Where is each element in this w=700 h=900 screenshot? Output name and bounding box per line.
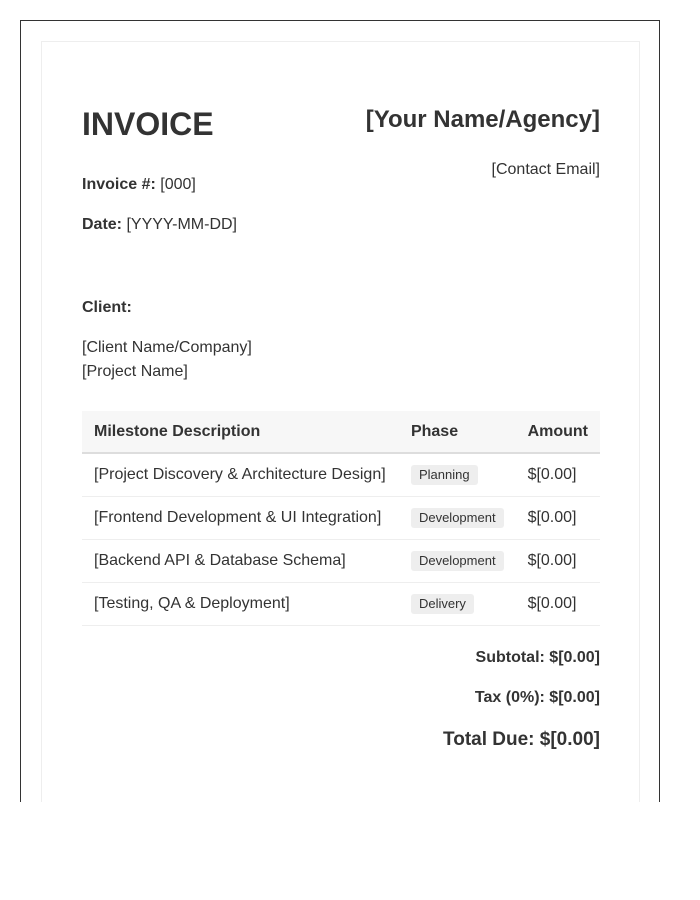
row-phase — [399, 453, 516, 497]
table-header-row — [82, 411, 600, 453]
header-description: Milestone Description — [82, 411, 399, 453]
invoice-number: [000] — [160, 176, 196, 193]
row-description: [Testing, QA & Deployment] — [82, 583, 399, 626]
tax: Tax (0%): $[0.00] — [474, 689, 600, 706]
invoice-title: INVOICE — [82, 106, 214, 142]
row-amount: $[0.00] — [516, 583, 600, 626]
row-description: [Backend API & Database Schema] — [82, 540, 399, 583]
total-due: Total Due: $[0.00] — [443, 729, 600, 750]
phase-badge: Planning — [411, 465, 478, 485]
row-description: [Frontend Development & UI Integration] — [82, 497, 399, 540]
totals-block — [443, 648, 600, 752]
phase-badge: Delivery — [411, 594, 474, 614]
table-row — [82, 583, 600, 626]
phase-badge: Development — [411, 508, 504, 528]
contact-email: [Contact Email] — [491, 161, 600, 178]
row-phase — [399, 497, 516, 540]
row-amount: $[0.00] — [516, 453, 600, 497]
table-row — [82, 497, 600, 540]
header-phase: Phase — [399, 411, 516, 453]
milestone-table — [82, 411, 600, 626]
date-line — [82, 216, 237, 234]
row-phase — [399, 583, 516, 626]
row-amount: $[0.00] — [516, 540, 600, 583]
phase-badge: Development — [411, 551, 504, 571]
client-block — [82, 296, 252, 384]
table-row — [82, 540, 600, 583]
invoice-header — [82, 82, 600, 242]
project-name: [Project Name] — [82, 363, 188, 380]
header-amount: Amount — [516, 411, 600, 453]
invoice-date: [YYYY-MM-DD] — [126, 216, 237, 233]
invoice-number-line — [82, 176, 196, 194]
agency-name: [Your Name/Agency] — [365, 106, 600, 133]
row-amount: $[0.00] — [516, 497, 600, 540]
invoice-number-label: Invoice #: — [82, 176, 156, 193]
client-name: [Client Name/Company] — [82, 339, 252, 356]
table-row — [82, 453, 600, 497]
row-description: [Project Discovery & Architecture Design] — [82, 453, 399, 497]
client-heading: Client: — [82, 299, 132, 316]
date-label: Date: — [82, 216, 123, 233]
row-phase — [399, 540, 516, 583]
subtotal: Subtotal: $[0.00] — [475, 649, 600, 666]
